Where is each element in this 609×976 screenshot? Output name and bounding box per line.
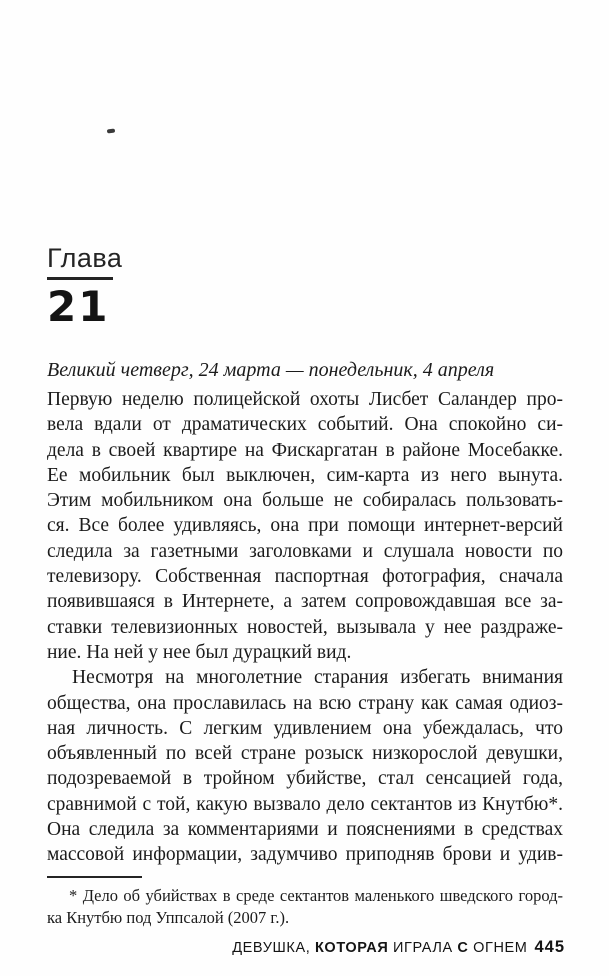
text-line: ставки телевизионных новостей, вызывала у нее раздраже- (47, 616, 563, 638)
chapter-heading (47, 243, 123, 332)
text-line: Этим мобильником она больше не собиралась пользовать- (47, 490, 563, 512)
footnote-divider (47, 876, 142, 878)
text-line: Первую неделю полицейской охоты Лисбет Саландер про- (47, 389, 563, 410)
running-title (232, 940, 527, 956)
text-line: Она следила за комментариями и пояснениями в средствах (47, 819, 563, 841)
chapter-dateline: Великий четверг, 24 марта — понедельник, 4 апреля (47, 359, 495, 381)
text-line: вела вдали от драматических событий. Она спокойно си- (47, 414, 563, 436)
text-line: ная личность. С легким удивлением она убеждалась, что (47, 717, 563, 739)
running-footer (232, 938, 565, 957)
footnote-line: * Дело об убийствах в среде сектантов маленького шведского город- (69, 885, 563, 905)
text-line: ние. На ней у нее был дурацкий вид. (47, 641, 352, 663)
chapter-number: 21 (47, 282, 110, 332)
footnote-lines (47, 885, 563, 930)
text-line: Ее мобильник был выключен, сим-карта из него вынута. (47, 464, 563, 486)
page-number: 445 (534, 938, 565, 956)
body-text-block (47, 358, 563, 930)
text-line: Несмотря на многолетние старания избегать внимания (72, 667, 563, 689)
chapter-label: Глава (47, 243, 123, 273)
footnote-line: ка Кнутбю под Уппсалой (2007 г.). (47, 908, 290, 928)
text-line: сравнимой с той, какую вызвало дело сектантов из Кнутбю*. (47, 793, 563, 815)
text-line: дела в своей квартире на Фискаргатан в районе Мосебакке. (47, 439, 563, 461)
text-line: ся. Все более удивляясь, она при помощи интернет-версий (47, 515, 563, 537)
running-title-segment: ОГНЕМ (468, 940, 528, 956)
text-line: появившаяся в Интернете, а затем сопровождавшая все за- (47, 591, 563, 613)
paragraph (47, 665, 563, 867)
text-line: массовой информации, задумчиво приподняв брови и удив- (47, 844, 563, 866)
text-line: следила за газетными заголовками и слушала новости по (47, 540, 563, 562)
paragraphs-container (47, 387, 563, 868)
text-line: подозреваемой в тройном убийстве, стал сенсацией года, (47, 768, 563, 790)
running-title-segment: С (457, 940, 469, 956)
chapter-rule-divider (47, 277, 113, 280)
running-title-segment: КОТОРАЯ (314, 940, 389, 956)
paragraph (47, 387, 563, 665)
text-line: телевизору. Собственная паспортная фотография, сначала (47, 566, 563, 588)
running-title-segment: ДЕВУШКА, (232, 940, 315, 956)
text-line: общества, она прославилась на всю страну как самая одиоз- (47, 692, 563, 714)
scan-speck-artifact (107, 128, 115, 133)
footnote-block (47, 876, 563, 930)
text-line: объявленный по всей стране розыск низкорослой девушки, (47, 743, 563, 765)
running-title-segment: ИГРАЛА (388, 940, 458, 956)
